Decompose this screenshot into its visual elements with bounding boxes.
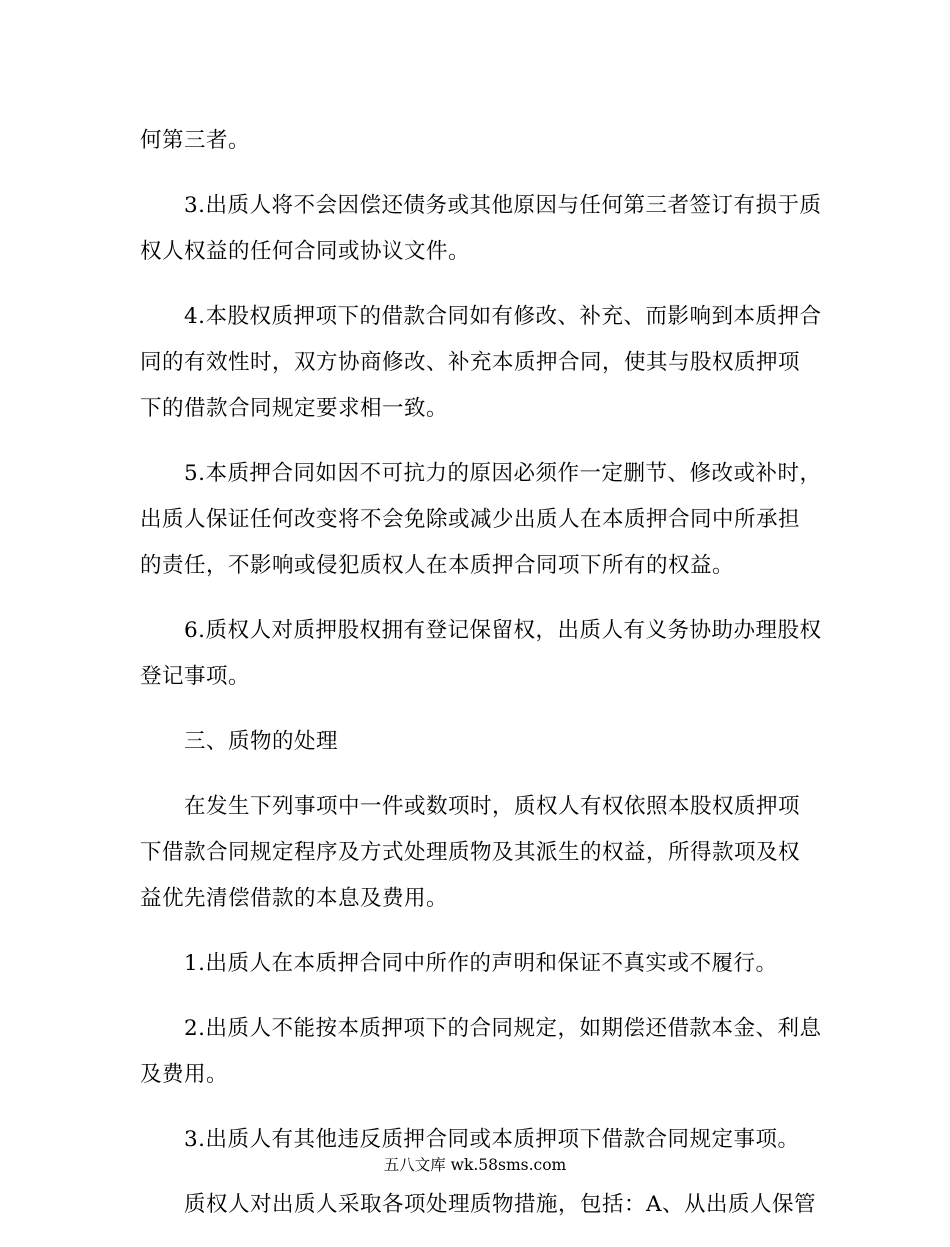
text-line: 1.出质人在本质押合同中所作的声明和保证不真实或不履行。 <box>184 951 778 976</box>
paragraph-item-5 <box>140 451 822 589</box>
document-body <box>140 118 822 1247</box>
paragraph-item-3 <box>140 183 822 275</box>
paragraph-section-3-intro <box>140 784 812 922</box>
paragraph-continuation <box>140 118 812 164</box>
text-line: 出质人保证任何改变将不会免除或减少出质人在本质押合同中所承担 <box>140 507 801 532</box>
text-line: 下的借款合同规定要求相一致。 <box>140 396 449 421</box>
text-line: 何第三者。 <box>140 128 251 153</box>
text-line: 下借款合同规定程序及方式处理质物及其派生的权益，所得款项及权 <box>140 840 801 865</box>
text-line: 及费用。 <box>140 1062 229 1087</box>
paragraph-item-6 <box>140 608 822 700</box>
text-line: 同的有效性时，双方协商修改、补充本质押合同，使其与股权质押项 <box>140 350 801 375</box>
text-line: 5.本质押合同如因不可抗力的原因必须作一定删节、修改或补时， <box>184 461 822 486</box>
paragraph-section-3-heading <box>140 719 812 765</box>
text-line: 3.出质人将不会因偿还债务或其他原因与任何第三者签订有损于质 <box>184 193 822 218</box>
text-line: 的责任，不影响或侵犯质权人在本质押合同项下所有的权益。 <box>140 553 735 578</box>
paragraph-measures <box>140 1182 817 1228</box>
paragraph-case-1 <box>140 941 812 987</box>
text-line: 三、质物的处理 <box>184 729 339 754</box>
text-line: 在发生下列事项中一件或数项时，质权人有权依照本股权质押项 <box>184 794 801 819</box>
text-line: 3.出质人有其他违反质押合同或本质押项下借款合同规定事项。 <box>184 1127 800 1152</box>
paragraph-item-4 <box>140 294 822 432</box>
page-footer: 五八文库 wk.58sms.com <box>383 1156 567 1174</box>
text-line: 质权人对出质人采取各项处理质物措施，包括：A、从出质人保管 <box>184 1192 817 1217</box>
text-line: 登记事项。 <box>140 664 251 689</box>
paragraph-case-2 <box>140 1006 822 1098</box>
text-line: 权人权益的任何合同或协议文件。 <box>140 239 471 264</box>
text-line: 2.出质人不能按本质押项下的合同规定，如期偿还借款本金、利息 <box>184 1016 822 1041</box>
text-line: 4.本股权质押项下的借款合同如有修改、补充、而影响到本质押合 <box>184 304 822 329</box>
text-line: 益优先清偿借款的本息及费用。 <box>140 886 449 911</box>
text-line: 6.质权人对质押股权拥有登记保留权，出质人有义务协助办理股权 <box>184 618 822 643</box>
